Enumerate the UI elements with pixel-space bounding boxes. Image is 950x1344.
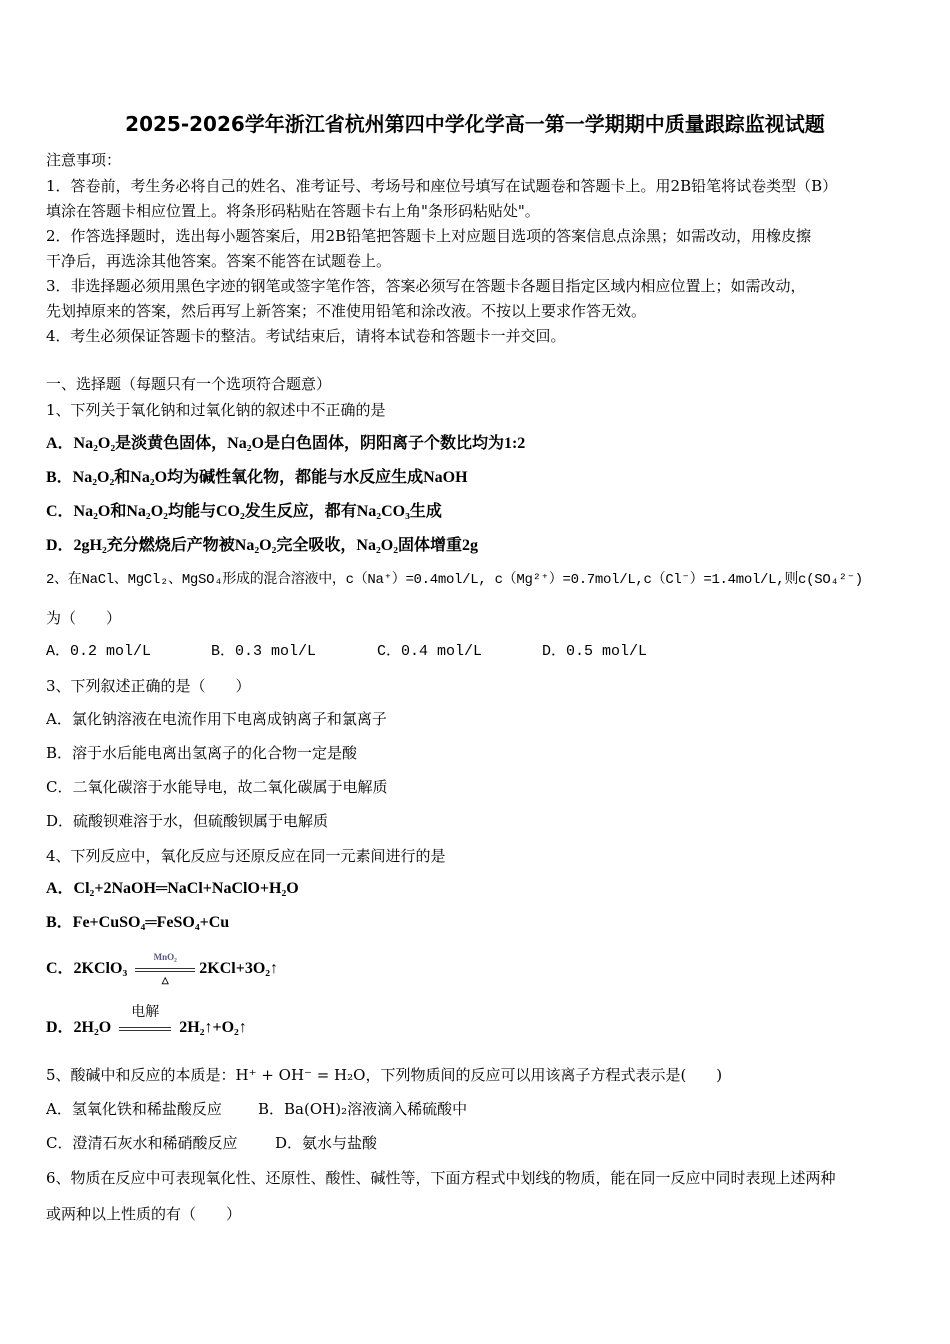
- notice-line: 2．作答选择题时，选出每小题答案后，用2B铅笔把答题卡上对应题目选项的答案信息点涂黑；如需改动，用橡皮擦: [46, 227, 812, 245]
- q4c-product: 2KCl+3O₂↑: [199, 960, 279, 977]
- q2-option-d: D．0.5 mol/L: [542, 643, 648, 660]
- q3-option-c: C．二氧化碳溶于水能导电，故二氧化碳属于电解质: [46, 778, 388, 796]
- electrolysis-label: 电解: [131, 1004, 160, 1021]
- catalyst-label: MnO₂: [153, 952, 177, 963]
- notice-line: 先划掉原来的答案，然后再写上新答案；不准使用铅笔和涂改液。不按以上要求作答无效。: [46, 302, 647, 320]
- q1-option-d: D．2gH₂充分燃烧后产物被Na₂O₂完全吸收，Na₂O₂固体增重2g: [46, 537, 478, 554]
- question-2-stem-cont: 为（ ）: [46, 609, 122, 627]
- question-1-stem: 1、下列关于氧化钠和过氧化钠的叙述中不正确的是: [46, 401, 386, 419]
- equals-sign: [119, 1027, 171, 1031]
- q4-option-b: B．Fe+CuSO₄═FeSO₄+Cu: [46, 914, 230, 931]
- question-6-stem: 6、物质在反应中可表现氧化性、还原性、酸性、碱性等，下面方程式中划线的物质，能在同一反应中同时表现上述两种: [46, 1169, 836, 1187]
- q4-option-a: A．Cl₂+2NaOH═NaCl+NaClO+H₂O: [46, 880, 299, 897]
- question-3-stem: 3、下列叙述正确的是（ ）: [46, 677, 251, 695]
- notice-heading: 注意事项：: [46, 151, 122, 169]
- q2-option-b: B．0.3 mol/L: [211, 643, 317, 660]
- question-4-stem: 4、下列反应中，氧化反应与还原反应在同一元素间进行的是: [46, 847, 446, 865]
- q4c-reactant: C．2KClO₃: [46, 960, 128, 977]
- reaction-condition: [119, 1004, 171, 1038]
- q2-option-c: C．0.4 mol/L: [377, 643, 483, 660]
- q3-option-d: D．硫酸钡难溶于水，但硫酸钡属于电解质: [46, 812, 329, 830]
- reaction-condition: [135, 952, 195, 986]
- q1-option-b: B．Na₂O₂和Na₂O均为碱性氧化物，都能与水反应生成NaOH: [46, 469, 468, 486]
- q2-option-a: A．0.2 mol/L: [46, 643, 152, 660]
- question-6-stem-cont: 或两种以上性质的有（ ）: [46, 1205, 242, 1223]
- q5-option-c: C．澄清石灰水和稀硝酸反应: [46, 1134, 238, 1152]
- q3-option-a: A．氯化钠溶液在电流作用下电离成钠离子和氯离子: [46, 710, 387, 728]
- q4-option-c: [46, 952, 279, 986]
- q4d-reactant: D．2H₂O: [46, 1019, 112, 1036]
- notice-line: 填涂在答题卡相应位置上。将条形码粘贴在答题卡右上角"条形码粘贴处"。: [46, 202, 540, 220]
- question-2-stem: 2、在NaCl、MgCl₂、MgSO₄形成的混合溶液中，c（Na⁺）=0.4mol/L, c（Mg²⁺）=0.7mol/L,c（Cl⁻）=1.4mol/L,则c(SO₄²⁻): [46, 572, 863, 588]
- notice-line: 3．非选择题必须用黑色字迹的钢笔或签字笔作答，答案必须写在答题卡各题目指定区域内相应位置上；如需改动，: [46, 277, 806, 295]
- q5-option-d: D．氨水与盐酸: [275, 1134, 378, 1152]
- q4-option-d: [46, 1004, 247, 1038]
- q1-option-a: A．Na₂O₂是淡黄色固体，Na₂O是白色固体，阴阳离子个数比均为1:2: [46, 435, 526, 452]
- notice-line: 4．考生必须保证答题卡的整洁。考试结束后，请将本试卷和答题卡一并交回。: [46, 327, 566, 345]
- q5-option-a: A．氢氧化铁和稀盐酸反应: [46, 1100, 222, 1118]
- heat-label: △: [161, 975, 169, 986]
- notice-line: 干净后，再选涂其他答案。答案不能答在试题卷上。: [46, 252, 392, 270]
- q3-option-b: B．溶于水后能电离出氢离子的化合物一定是酸: [46, 744, 358, 762]
- q5-option-b: B．Ba(OH)₂溶液滴入稀硫酸中: [258, 1100, 468, 1118]
- section-heading: 一、选择题（每题只有一个选项符合题意）: [46, 375, 332, 393]
- notice-line: 1．答卷前，考生务必将自己的姓名、准考证号、考场号和座位号填写在试题卷和答题卡上。用2B铅笔将试卷类型（B）: [46, 177, 838, 195]
- question-5-stem: 5、酸碱中和反应的本质是：H⁺ + OH⁻ = H₂O，下列物质间的反应可以用该离子方程式表示是( ): [46, 1066, 723, 1084]
- page-title: 2025-2026学年浙江省杭州第四中学化学高一第一学期期中质量跟踪监视试题: [125, 112, 825, 136]
- q4d-product: 2H₂↑+O₂↑: [179, 1019, 247, 1036]
- q1-option-c: C．Na₂O和Na₂O₂均能与CO₂发生反应，都有Na₂CO₃生成: [46, 503, 442, 520]
